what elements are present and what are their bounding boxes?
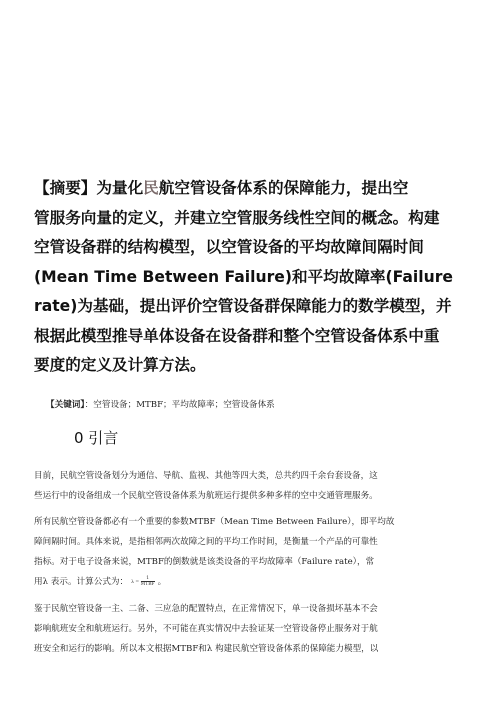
paragraph-2-line-4 [34, 572, 474, 592]
paragraph-3-line-1: 鉴于民航空管设备一主、二备、三应急的配置特点，在正常情况下，单一设备损坏基本不会 [34, 604, 378, 614]
abstract-block [34, 174, 466, 381]
paragraph-1-line-2: 些运行中的设备组成一个民航空管设备体系为航班运行提供多种多样的空中交通管理服务。 [34, 491, 378, 501]
paragraph-2-line-3: 指标。对于电子设备来说，MTBF的倒数就是该类设备的平均故障率（Failure rate），常 [34, 557, 375, 567]
paragraph-2-line-1: 所有民航空管设备都必有一个重要的参数MTBF（Mean Time Between Failure），即平均故 [34, 517, 395, 527]
paragraph-3-line-2: 影响航班安全和航班运行。另外，不可能在真实情况中去验证某一空管设备停止服务对于航 [34, 624, 378, 634]
paragraph-2-line-2: 障间隔时间。具体来说，是指相邻两次故障之间的平均工作时间，是衡量一个产品的可靠性 [34, 537, 378, 547]
formula-numerator: 1 [141, 576, 155, 582]
abstract-line-1-part-b: 民 [143, 179, 159, 197]
paragraph-3 [34, 599, 474, 659]
paragraph-2 [34, 512, 474, 592]
paragraph-3-line-3: 班安全和运行的影响。所以本文根据MTBF和λ 构建民航空管设备体系的保障能力模型，以 [34, 644, 379, 654]
section-title: 0 引言 [74, 429, 119, 447]
formula-end: 。 [157, 577, 167, 587]
keywords-line [46, 398, 275, 410]
formula-lhs: λ = [131, 580, 140, 585]
abstract-line-1-part-a: 【摘要】为量化 [34, 179, 144, 197]
formula-intro: 用λ 表示。计算公式为： [34, 577, 129, 587]
abstract-line-4: (Mean Time Between Failure)和平均故障率(Failure [34, 267, 453, 286]
abstract-line-1-part-c: 航空管设备体系的保障能力，提出空 [158, 179, 409, 197]
abstract-line-6: 根据此模型推导单体设备在设备群和整个空管设备体系中重 [34, 326, 440, 345]
abstract-line-7: 要度的定义及计算方法。 [34, 356, 206, 374]
abstract-line-3: 空管设备群的结构模型，以空管设备的平均故障间隔时间 [34, 238, 424, 256]
abstract-line-2: 管服务向量的定义，并建立空管服务线性空间的概念。构建 [34, 208, 440, 227]
keywords-text: ：空管设备；MTBF；平均故障率；空管设备体系 [84, 400, 275, 410]
formula-denominator: MTBF [140, 582, 155, 587]
abstract-line-5: rate)为基础，提出评价空管设备群保障能力的数学模型，并 [34, 297, 452, 315]
formula-fraction [141, 576, 155, 587]
mtbf-formula [131, 576, 155, 587]
paragraph-1-line-1: 目前，民航空管设备划分为通信、导航、监视、其他等四大类，总共约四千余台套设备，这 [34, 471, 378, 481]
paragraph-1 [34, 466, 474, 506]
keywords-label: 【关键词】 [46, 400, 85, 410]
abstract-line-1 [34, 174, 466, 204]
